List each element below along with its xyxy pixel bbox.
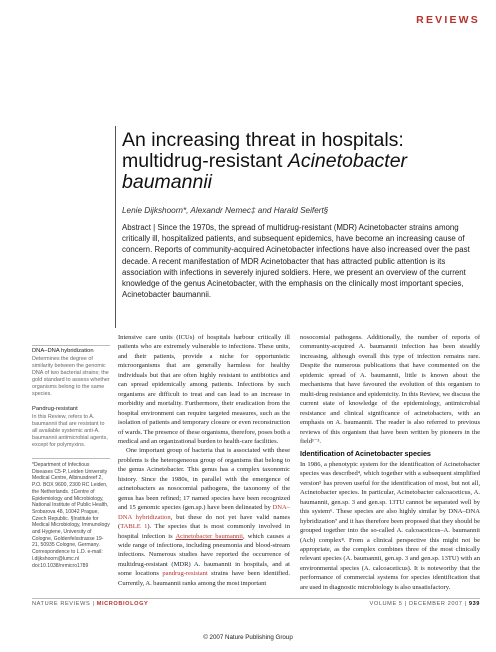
body-column-1 <box>118 333 290 588</box>
copyright: © 2007 Nature Publishing Group <box>203 634 293 641</box>
volume-info: VOLUME 5 | DECEMBER 2007 | 939 <box>369 601 480 607</box>
glossary-term: DNA–DNA hybridization <box>32 348 94 354</box>
paragraph: One important group of bacteria that is associated with these problems is the heterogeneous group of organisms that belong to the genus Acinetobacter. This genus has a complex taxonomic history. Since the 1980s, in parallel with the emergence of acinetobacters as nosocomial pathogens, the taxonomy of the genus has been refined; 17 named species have been recognized and 15 genomic species (gen.sp.) have been delineated by DNA–DNA hybridization, but these do not yet have valid names (TABLE 1). The species that is most commonly involved in hospital infection is Acinetobacter baumannii, which causes a wide range of infections, including pneumonia and blood-stream infections. Numerous studies have reported the occurrence of multidrug-resistant (MDR) A. baumannii in hospitals, and at some locations pandrug-resistant strains have been identified. Currently, A. baumannii ranks among the most important <box>118 447 290 587</box>
title-line-3: baumannii <box>122 171 212 193</box>
glossary-top-rule <box>32 345 110 346</box>
affiliations-rule <box>32 458 110 459</box>
paragraph: nosocomial pathogens. Additionally, the number of reports of community-acquired A. baumannii infection has been steadily increasing, although overall this type of infection remains rare. Despite the numerous publications that have commented on the epidemic spread of A. baumannii, little is known about the mechanisms that have favoured the evolution of this organism to multi-drug resistance and epidemicity. In this Review, we discuss the current state of knowledge of the epidemiology, antimicrobial resistance and clinical significance of acinetobacters, with an emphasis on A. baumannii. The reader is also referred to previous reviews of this organism that have been written by pioneers in the field¹⁻³. <box>300 334 480 445</box>
paragraph: In 1986, a phenotypic system for the identification of Acinetobacter species was described⁴, which together with a subsequent simplified version⁵ has proven useful for the identification of most, but not all, Acinetobacter species. In particular, Acinetobacter calcoaceticus, A. baumannii, gen.sp. 3 and gen.sp. 13TU cannot be separated well by this system⁶. These species are also highly similar by DNA–DNA hybridization⁷ and it has therefore been proposed that they should be grouped together into the so-called A. calcoaceticus–A. baumannii (Acb) complex⁸. From a clinical perspective this might not be appropriate, as the complex combines three of the most clinically relevant species (A. baumannii, gen.sp. 3 and gen.sp. 13TU) with an environmental species (A. calcoaceticus). It is noteworthy that the performance of commercial systems for species identification that are used in diagnostic microbiology is also unsatisfactory. <box>300 460 480 591</box>
glossary-definition: Determines the degree of similarity between the genomic DNA of two bacterial strains; the gold standard to assess whether organisms belong to the same species. <box>32 356 110 397</box>
title-line-2: multidrug-resistant Acinetobacter <box>122 150 408 172</box>
glossary-entry <box>32 348 110 398</box>
abstract-text: Since the 1970s, the spread of multidrug-resistant (MDR) Acinetobacter strains among critically ill, hospitalized patients, and subsequent epidemics, have become an increasing cause of concern. Reports of community-acquired Acinetobacter infections have also increased over the past decade. A recent manifestation of MDR Acinetobacter that has attracted public attention is its association with infections in severely injured soldiers. Here, we present an overview of the current knowledge of the genus Acinetobacter, with the emphasis on the clinically most important species, Acinetobacter baumannii. <box>122 223 470 300</box>
title-divider <box>115 126 116 328</box>
title-line-1: An increasing threat in hospitals: <box>122 129 404 151</box>
section-label: REVIEWS <box>416 14 480 26</box>
glossary-ref[interactable]: DNA–DNA hybridization <box>118 504 290 521</box>
affiliations-text: *Department of Infectious Diseases C5-P, Leiden University Medical Centre, Albinusdreef 2, P.O. BOX 9600, 2300 RC Leiden, the Netherlands. ‡Centre of Epidemiology and Microbiology, National Institute of Public Health, Srobarova 48, 10042 Prague, Czech Republic. §Institute for Medical Microbiology, Immunology and Hygiene, University of Cologne, Goldenfelsstrasse 19-21, 50935 Cologne, Germany. Correspondence to L.D. e-mail: l.dijkshoorn@lumc.nl doi:10.1038/nrmicro1789 <box>32 462 110 569</box>
glossary-ref[interactable]: pandrug-resistant <box>162 570 208 578</box>
page-number: 939 <box>468 601 480 607</box>
article-title <box>122 130 482 193</box>
abstract-label: Abstract | <box>122 223 156 232</box>
glossary-definition: In this Review, refers to A. baumannii that are resistant to all available systemic anti-A. baumannii antimicrobial agents, except for polymyxins. <box>32 414 108 448</box>
section-heading: Identification of Acinetobacter species <box>300 449 431 459</box>
author-list: Lenie Dijkshoorn*, Alexandr Nemec‡ and Harald Seifert§ <box>122 206 329 215</box>
journal-section: MICROBIOLOGY <box>96 601 149 607</box>
body-column-2 <box>300 333 480 592</box>
glossary-entry <box>32 406 110 449</box>
footer-rule <box>32 598 480 599</box>
abstract <box>122 222 482 300</box>
affiliations <box>32 458 110 569</box>
paragraph: Intensive care units (ICUs) of hospitals harbour critically ill patients who are extremely vulnerable to infections. These units, and their patients, provide a niche for opportunistic microorganisms that are generally harmless for healthy individuals but that are often highly resistant to antibiotics and can spread epidemically among patients. Infections by such organisms are difficult to treat and can lead to an increase in morbidity and mortality. Furthermore, their eradication from the hospital environment can require targeted measures, such as the isolation of patients and temporary closure or even reconstruction of wards. The presence of these organisms, therefore, poses both a medical and an organizational burden to health-care facilities. <box>118 334 290 445</box>
journal-name: NATURE REVIEWS | MICROBIOLOGY <box>32 601 149 607</box>
table-ref[interactable]: TABLE 1 <box>120 523 148 531</box>
species-link[interactable]: Acinetobacter baumannii <box>175 532 243 540</box>
glossary-term: Pandrug-resistant <box>32 406 78 412</box>
